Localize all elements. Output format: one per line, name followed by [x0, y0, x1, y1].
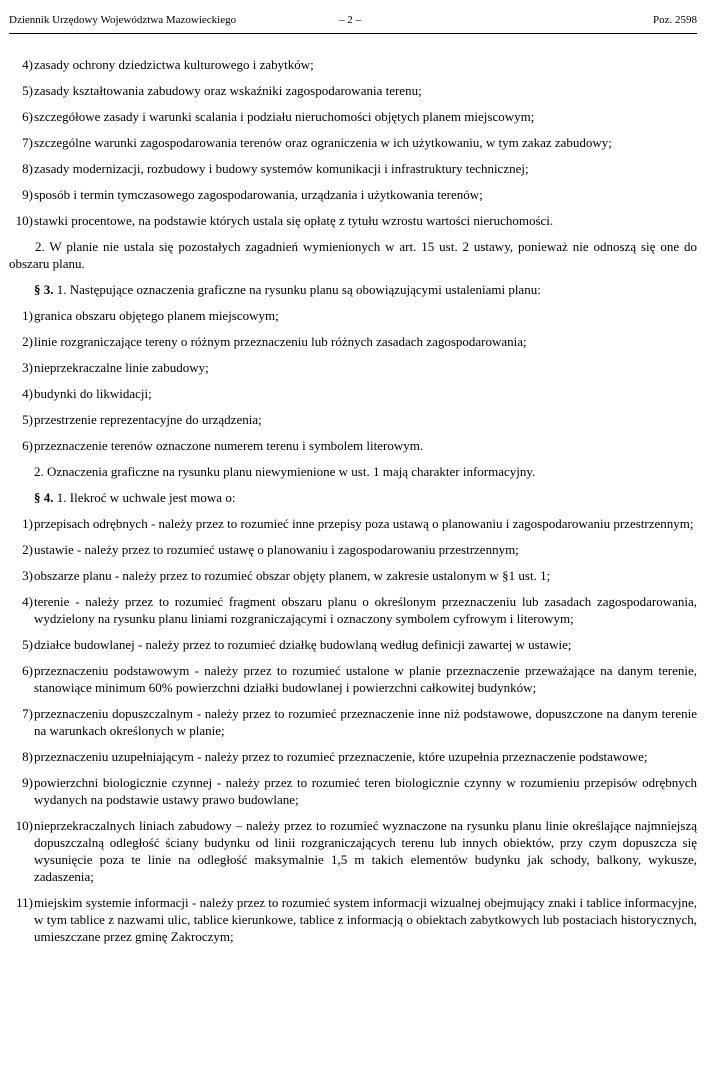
list-item — [9, 636, 697, 653]
list-item-text: obszarze planu - należy przez to rozumieć obszar objęty planem, w zakresie ustalonym w §1 ust. 1; — [34, 568, 551, 583]
list-item — [9, 212, 697, 229]
position-number: Poz. 2598 — [653, 14, 697, 26]
list-item-text: zasady modernizacji, rozbudowy i budowy systemów komunikacji i infrastruktury technicznej; — [34, 161, 529, 176]
list-item — [9, 662, 697, 696]
list-item-text: zasady kształtowania zabudowy oraz wskaźniki zagospodarowania terenu; — [34, 83, 422, 98]
list-section-4 — [9, 515, 697, 945]
list-item-number: 6) — [22, 663, 33, 678]
journal-title: Dziennik Urzędowy Województwa Mazowieckiego — [9, 14, 237, 26]
list-item-text: przeznaczeniu podstawowym - należy przez to rozumieć ustalone w planie przeznaczenie przeważające na danym terenie, stanowiące minimum 60% powierzchni działki budowlanej i powierzchni całkowitej budynków; — [34, 663, 697, 695]
section-3-text: 1. Następujące oznaczenia graficzne na rysunku planu są obowiązującymi ustaleniami planu: — [53, 282, 541, 297]
list-item-number: 7) — [22, 706, 33, 721]
list-item — [9, 774, 697, 808]
list-item — [9, 593, 697, 627]
list-item-text: granica obszaru objętego planem miejscowym; — [34, 308, 279, 323]
list-item-number: 6) — [22, 438, 33, 453]
list-item-number: 4) — [22, 57, 33, 72]
list-item-text: linie rozgraniczające tereny o różnym przeznaczeniu lub różnych zasadach zagospodarowania; — [34, 334, 527, 349]
list-item — [9, 894, 697, 945]
paragraph-2 — [9, 238, 697, 272]
list-item-text: przeznaczenie terenów oznaczone numerem terenu i symbolem literowym. — [34, 438, 424, 453]
section-3-paragraph-2-text: 2. Oznaczenia graficzne na rysunku planu niewymienione w ust. 1 mają charakter informacyjny. — [34, 464, 536, 479]
section-4-mark: § 4. — [34, 490, 54, 505]
list-item-text: szczegółowe zasady i warunki scalania i podziału nieruchomości objętych planem miejscowym; — [34, 109, 535, 124]
list-item — [9, 705, 697, 739]
list-item — [9, 748, 697, 765]
section-4-heading — [9, 489, 697, 506]
list-item-text: ustawie - należy przez to rozumieć ustawę o planowaniu i zagospodarowaniu przestrzennym; — [34, 542, 519, 557]
list-item-text: przeznaczeniu uzupełniającym - należy przez to rozumieć przeznaczenie, które uzupełnia przeznaczenie podstawowe; — [34, 749, 648, 764]
list-item-text: przepisach odrębnych - należy przez to rozumieć inne przepisy poza ustawą o planowaniu i zagospodarowaniu przestrzennym; — [34, 516, 694, 531]
list-item-text: budynki do likwidacji; — [34, 386, 152, 401]
paragraph-2-text: 2. W planie nie ustala się pozostałych zagadnień wymienionych w art. 15 ust. 2 ustawy, ponieważ nie odnoszą się one do obszaru planu. — [9, 239, 697, 271]
document-body — [9, 56, 697, 954]
list-item-number: 3) — [22, 360, 33, 375]
section-4-text: 1. Ilekroć w uchwale jest mowa o: — [53, 490, 236, 505]
list-item-text: stawki procentowe, na podstawie których ustala się opłatę z tytułu wzrostu wartości nieruchomości. — [34, 213, 554, 228]
list-item-text: powierzchni biologicznie czynnej - należy przez to rozumieć teren biologicznie czynny w rozumieniu przepisów odrębnych wydanych na podstawie ustawy prawo budowlane; — [34, 775, 697, 807]
list-item-number: 10) — [15, 213, 33, 228]
list-section-3 — [9, 307, 697, 454]
page-header — [9, 11, 697, 34]
list-item-number: 11) — [16, 895, 33, 910]
list-item — [9, 515, 697, 532]
list-item — [9, 541, 697, 558]
list-item-number: 5) — [22, 83, 33, 98]
page-number: – 2 – — [339, 14, 361, 26]
section-3-mark: § 3. — [34, 282, 54, 297]
list-item-number: 4) — [22, 594, 33, 609]
list-item — [9, 359, 697, 376]
list-item — [9, 56, 697, 73]
list-item-number: 9) — [22, 775, 33, 790]
section-3-paragraph-2 — [9, 463, 697, 480]
list-item-text: przestrzenie reprezentacyjne do urządzenia; — [34, 412, 262, 427]
list-item — [9, 437, 697, 454]
list-item — [9, 307, 697, 324]
list-item — [9, 333, 697, 350]
list-item-text: działce budowlanej - należy przez to rozumieć działkę budowlaną według definicji zawartej w ustawie; — [34, 637, 572, 652]
list-item-text: nieprzekraczalnych liniach zabudowy – należy przez to rozumieć wyznaczone na rysunku planu linie określające najmniejszą dopuszczalną odległość ściany budynku od linii rozgraniczających terenu lub innych obiektów, przy czym dopuszcza się wysunięcie poza te linie na odległość maksymalnie 1,5 m takich elementów budynku jak schody, balkony, wykusze, zadaszenia; — [34, 818, 697, 884]
list-section-2 — [9, 56, 697, 229]
list-item-text: sposób i termin tymczasowego zagospodarowania, urządzania i użytkowania terenów; — [34, 187, 483, 202]
list-item — [9, 186, 697, 203]
list-item-text: miejskim systemie informacji - należy przez to rozumieć system informacji wizualnej obejmujący znaki i tablice informacyjne, w tym tablice z nazwami ulic, tablice kierunkowe, tablice z informacją o obiektach zabytkowych lub postaciach historycznych, umieszczane przez gminę Zakroczym; — [34, 895, 697, 944]
list-item-number: 3) — [22, 568, 33, 583]
list-item-number: 9) — [22, 187, 33, 202]
list-item-text: przeznaczeniu dopuszczalnym - należy przez to rozumieć przeznaczenie inne niż podstawowe, dopuszczone na danym terenie na warunkach określonych w planie; — [34, 706, 697, 738]
list-item-number: 2) — [22, 334, 33, 349]
list-item — [9, 134, 697, 151]
list-item-number: 7) — [22, 135, 33, 150]
list-item-number: 4) — [22, 386, 33, 401]
list-item-number: 1) — [22, 516, 33, 531]
list-item-number: 5) — [22, 637, 33, 652]
list-item — [9, 108, 697, 125]
list-item — [9, 411, 697, 428]
list-item — [9, 385, 697, 402]
list-item-text: zasady ochrony dziedzictwa kulturowego i zabytków; — [34, 57, 314, 72]
list-item-number: 1) — [22, 308, 33, 323]
list-item-number: 8) — [22, 161, 33, 176]
list-item — [9, 817, 697, 885]
list-item-number: 8) — [22, 749, 33, 764]
list-item — [9, 567, 697, 584]
list-item-number: 10) — [15, 818, 33, 833]
list-item-text: terenie - należy przez to rozumieć fragment obszaru planu o określonym przeznaczeniu lub zasadach zagospodarowania, wydzielony na rysunku planu liniami rozgraniczającymi i oznaczony symbolem cyfrowym i literowym; — [34, 594, 697, 626]
list-item-number: 5) — [22, 412, 33, 427]
list-item-text: nieprzekraczalne linie zabudowy; — [34, 360, 209, 375]
list-item-number: 2) — [22, 542, 33, 557]
list-item-text: szczególne warunki zagospodarowania terenów oraz ograniczenia w ich użytkowaniu, w tym zakaz zabudowy; — [34, 135, 612, 150]
list-item — [9, 160, 697, 177]
section-3-heading — [9, 281, 697, 298]
list-item-number: 6) — [22, 109, 33, 124]
list-item — [9, 82, 697, 99]
